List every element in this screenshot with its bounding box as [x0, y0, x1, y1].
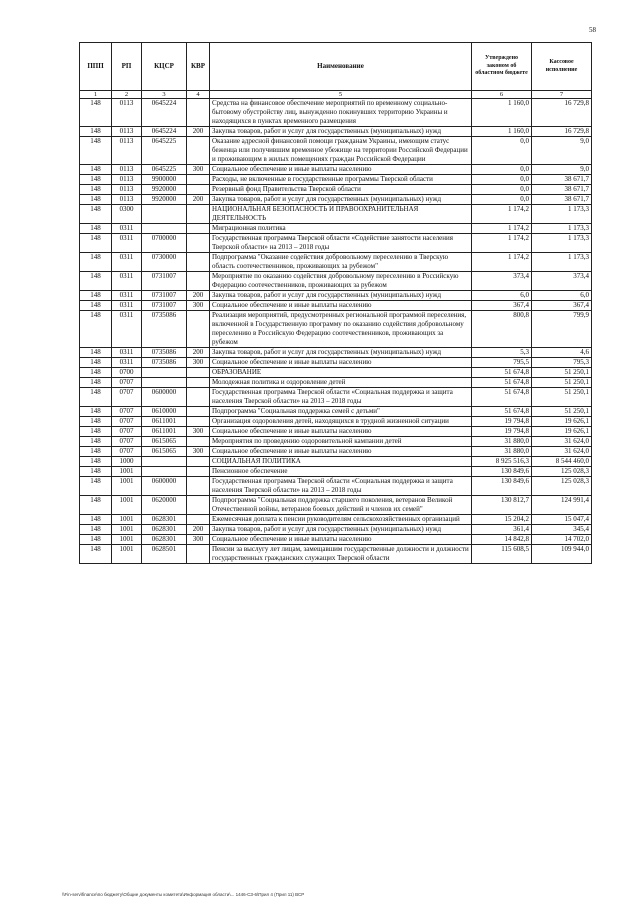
- cell-name: Расходы, не включенные в государственные программы Тверской области: [210, 175, 472, 185]
- cell-kcsr: 0735086: [142, 358, 187, 368]
- cell-approved: 800,8: [472, 311, 532, 348]
- cell-ppp: 148: [80, 272, 112, 291]
- cell-name: Миграционная политика: [210, 224, 472, 234]
- cell-approved: 0,0: [472, 185, 532, 195]
- cell-ppp: 148: [80, 388, 112, 407]
- cell-name: Социальное обеспечение и иные выплаты населению: [210, 358, 472, 368]
- table-row: [80, 205, 592, 224]
- cell-approved: 130 849,6: [472, 467, 532, 477]
- cell-ppp: 148: [80, 165, 112, 175]
- cell-kvr: [187, 457, 210, 467]
- cell-kvr: [187, 272, 210, 291]
- cell-ppp: 148: [80, 127, 112, 137]
- cell-rp: 0311: [112, 311, 142, 348]
- cell-ppp: 148: [80, 137, 112, 165]
- cell-cash: 38 671,7: [532, 175, 592, 185]
- table-row: [80, 348, 592, 358]
- cell-ppp: 148: [80, 311, 112, 348]
- header-row: [80, 43, 592, 91]
- cell-approved: 0,0: [472, 195, 532, 205]
- cell-ppp: 148: [80, 291, 112, 301]
- cell-approved: 15 204,2: [472, 515, 532, 525]
- cell-cash: 345,4: [532, 525, 592, 535]
- cell-rp: 0113: [112, 175, 142, 185]
- table-row: [80, 291, 592, 301]
- cell-name: Мероприятия по проведению оздоровительной кампании детей: [210, 437, 472, 447]
- cell-cash: 125 028,3: [532, 467, 592, 477]
- table-row: [80, 417, 592, 427]
- cell-ppp: 148: [80, 417, 112, 427]
- cell-approved: 31 880,0: [472, 437, 532, 447]
- header-rp: РП: [112, 43, 142, 91]
- cell-kvr: [187, 467, 210, 477]
- table-row: [80, 368, 592, 378]
- cell-rp: 0707: [112, 378, 142, 388]
- cell-cash: 8 544 460,0: [532, 457, 592, 467]
- cell-kvr: [187, 545, 210, 564]
- cell-ppp: 148: [80, 175, 112, 185]
- cell-cash: 31 624,0: [532, 437, 592, 447]
- table-row: [80, 407, 592, 417]
- table-row: [80, 496, 592, 515]
- table-row: [80, 427, 592, 437]
- cell-cash: 1 173,3: [532, 234, 592, 253]
- table-row: [80, 525, 592, 535]
- cell-cash: 38 671,7: [532, 185, 592, 195]
- cell-kvr: 200: [187, 291, 210, 301]
- cell-name: Мероприятие по оказанию содействия добровольному переселению в Российскую Федерацию соотечественников, проживающих за рубежом: [210, 272, 472, 291]
- cell-approved: 1 174,2: [472, 234, 532, 253]
- table-row: [80, 165, 592, 175]
- cell-cash: 16 729,8: [532, 127, 592, 137]
- cell-kvr: 300: [187, 427, 210, 437]
- cell-kcsr: 0611001: [142, 427, 187, 437]
- cell-cash: 124 991,4: [532, 496, 592, 515]
- cell-cash: 15 047,4: [532, 515, 592, 525]
- cell-name: Резервный фонд Правительства Тверской области: [210, 185, 472, 195]
- cell-name: Закупка товаров, работ и услуг для государственных (муниципальных) нужд: [210, 127, 472, 137]
- column-number: 5: [210, 91, 472, 99]
- cell-kcsr: 0620000: [142, 496, 187, 515]
- cell-rp: 1001: [112, 477, 142, 496]
- cell-kvr: 300: [187, 447, 210, 457]
- cell-cash: 6,0: [532, 291, 592, 301]
- cell-ppp: 148: [80, 378, 112, 388]
- cell-approved: 0,0: [472, 175, 532, 185]
- cell-approved: 19 794,8: [472, 427, 532, 437]
- cell-kcsr: 0645224: [142, 127, 187, 137]
- cell-kcsr: [142, 368, 187, 378]
- cell-approved: 361,4: [472, 525, 532, 535]
- cell-kcsr: 0731007: [142, 272, 187, 291]
- cell-approved: 795,5: [472, 358, 532, 368]
- cell-name: Закупка товаров, работ и услуг для государственных (муниципальных) нужд: [210, 348, 472, 358]
- cell-name: Подпрограмма "Социальная поддержка семей с детьми": [210, 407, 472, 417]
- column-number: 2: [112, 91, 142, 99]
- header-approved: Утверждено законом об областном бюджете: [472, 43, 532, 91]
- cell-name: Ежемесячная доплата к пенсии руководителям сельскохозяйственных организаций: [210, 515, 472, 525]
- cell-kvr: [187, 185, 210, 195]
- cell-kcsr: 0731007: [142, 291, 187, 301]
- table-row: [80, 301, 592, 311]
- cell-name: Государственная программа Тверской области «Социальная поддержка и защита населения Тверской области» на 2013 – 2018 годы: [210, 388, 472, 407]
- cell-name: Социальное обеспечение и иные выплаты населению: [210, 301, 472, 311]
- cell-cash: 109 944,0: [532, 545, 592, 564]
- cell-cash: 51 250,1: [532, 407, 592, 417]
- cell-kcsr: 9920000: [142, 195, 187, 205]
- cell-name: Закупка товаров, работ и услуг для государственных (муниципальных) нужд: [210, 291, 472, 301]
- cell-approved: 0,0: [472, 137, 532, 165]
- cell-cash: 16 729,8: [532, 99, 592, 127]
- cell-approved: 1 174,2: [472, 253, 532, 272]
- cell-rp: 0707: [112, 407, 142, 417]
- cell-kvr: [187, 378, 210, 388]
- cell-rp: 1001: [112, 545, 142, 564]
- cell-kcsr: 0610000: [142, 407, 187, 417]
- cell-rp: 0311: [112, 234, 142, 253]
- cell-kcsr: 0615065: [142, 437, 187, 447]
- cell-ppp: 148: [80, 205, 112, 224]
- cell-approved: 51 674,8: [472, 388, 532, 407]
- column-number: 6: [472, 91, 532, 99]
- cell-kvr: [187, 234, 210, 253]
- table-row: [80, 545, 592, 564]
- cell-rp: 0113: [112, 195, 142, 205]
- table-row: [80, 137, 592, 165]
- cell-name: СОЦИАЛЬНАЯ ПОЛИТИКА: [210, 457, 472, 467]
- cell-kvr: [187, 407, 210, 417]
- table-row: [80, 185, 592, 195]
- cell-name: Социальное обеспечение и иные выплаты населению: [210, 535, 472, 545]
- cell-kvr: 200: [187, 127, 210, 137]
- cell-rp: 0311: [112, 358, 142, 368]
- cell-ppp: 148: [80, 496, 112, 515]
- cell-approved: 19 794,8: [472, 417, 532, 427]
- cell-approved: 367,4: [472, 301, 532, 311]
- cell-kcsr: 0730000: [142, 253, 187, 272]
- cell-approved: 5,3: [472, 348, 532, 358]
- cell-rp: 0113: [112, 99, 142, 127]
- header-ppp: ППП: [80, 43, 112, 91]
- cell-cash: 14 702,0: [532, 535, 592, 545]
- cell-rp: 1001: [112, 515, 142, 525]
- table-row: [80, 378, 592, 388]
- cell-approved: 373,4: [472, 272, 532, 291]
- cell-approved: 1 174,2: [472, 224, 532, 234]
- cell-cash: 51 250,1: [532, 378, 592, 388]
- cell-kcsr: 0628301: [142, 525, 187, 535]
- cell-approved: 130 849,6: [472, 477, 532, 496]
- cell-cash: 1 173,3: [532, 205, 592, 224]
- cell-kvr: [187, 205, 210, 224]
- table-row: [80, 253, 592, 272]
- cell-rp: 1001: [112, 467, 142, 477]
- cell-cash: 125 028,3: [532, 477, 592, 496]
- cell-kvr: [187, 477, 210, 496]
- cell-kcsr: 0611001: [142, 417, 187, 427]
- cell-ppp: 148: [80, 358, 112, 368]
- cell-rp: 0707: [112, 388, 142, 407]
- cell-approved: 0,0: [472, 165, 532, 175]
- table-row: [80, 535, 592, 545]
- cell-ppp: 148: [80, 525, 112, 535]
- cell-cash: 1 173,3: [532, 253, 592, 272]
- cell-cash: 1 173,3: [532, 224, 592, 234]
- cell-name: Подпрограмма "Оказание содействия добровольному переселению в Тверскую область соотечественников, проживающих за рубежом": [210, 253, 472, 272]
- cell-kvr: [187, 137, 210, 165]
- cell-name: Закупка товаров, работ и услуг для государственных (муниципальных) нужд: [210, 195, 472, 205]
- header-kcsr: КЦСР: [142, 43, 187, 91]
- cell-rp: 0707: [112, 427, 142, 437]
- cell-kcsr: 9900000: [142, 175, 187, 185]
- cell-cash: 19 626,1: [532, 417, 592, 427]
- cell-name: Государственная программа Тверской области «Содействие занятости населения Тверской области» на 2013 – 2018 годы: [210, 234, 472, 253]
- column-number: 4: [187, 91, 210, 99]
- cell-cash: 373,4: [532, 272, 592, 291]
- cell-kcsr: 0645224: [142, 99, 187, 127]
- cell-approved: 1 174,2: [472, 205, 532, 224]
- cell-rp: 0113: [112, 137, 142, 165]
- cell-rp: 0311: [112, 291, 142, 301]
- table-row: [80, 457, 592, 467]
- cell-name: Пенсионное обеспечение: [210, 467, 472, 477]
- table-row: [80, 99, 592, 127]
- cell-name: Организация оздоровления детей, находящихся в трудной жизненной ситуации: [210, 417, 472, 427]
- cell-name: ОБРАЗОВАНИЕ: [210, 368, 472, 378]
- cell-ppp: 148: [80, 234, 112, 253]
- cell-approved: 51 674,8: [472, 378, 532, 388]
- cell-name: Социальное обеспечение и иные выплаты населению: [210, 447, 472, 457]
- cell-ppp: 148: [80, 535, 112, 545]
- table-row: [80, 447, 592, 457]
- cell-kcsr: 0628301: [142, 515, 187, 525]
- cell-rp: 0113: [112, 127, 142, 137]
- cell-name: Подпрограмма "Социальная поддержка старшего поколения, ветеранов Великой Отечественной войны, ветеранов боевых действий и членов их семей": [210, 496, 472, 515]
- cell-ppp: 148: [80, 437, 112, 447]
- cell-ppp: 148: [80, 447, 112, 457]
- cell-name: НАЦИОНАЛЬНАЯ БЕЗОПАСНОСТЬ И ПРАВООХРАНИТЕЛЬНАЯ ДЕЯТЕЛЬНОСТЬ: [210, 205, 472, 224]
- cell-kcsr: 0600000: [142, 477, 187, 496]
- table-row: [80, 311, 592, 348]
- cell-ppp: 148: [80, 477, 112, 496]
- table-row: [80, 358, 592, 368]
- cell-rp: 1001: [112, 525, 142, 535]
- cell-ppp: 148: [80, 545, 112, 564]
- cell-name: Социальное обеспечение и иные выплаты населению: [210, 165, 472, 175]
- column-number-row: [80, 91, 592, 99]
- cell-approved: 130 812,7: [472, 496, 532, 515]
- column-number: 3: [142, 91, 187, 99]
- cell-cash: 4,6: [532, 348, 592, 358]
- cell-kcsr: [142, 224, 187, 234]
- cell-rp: 0311: [112, 224, 142, 234]
- table-row: [80, 195, 592, 205]
- cell-approved: 1 160,0: [472, 99, 532, 127]
- table-row: [80, 388, 592, 407]
- cell-ppp: 148: [80, 348, 112, 358]
- cell-approved: 8 925 516,3: [472, 457, 532, 467]
- cell-name: Государственная программа Тверской области «Социальная поддержка и защита населения Тверской области» на 2013 – 2018 годы: [210, 477, 472, 496]
- cell-ppp: 148: [80, 185, 112, 195]
- cell-kcsr: [142, 205, 187, 224]
- column-number: 7: [532, 91, 592, 99]
- cell-approved: 1 160,0: [472, 127, 532, 137]
- cell-ppp: 148: [80, 515, 112, 525]
- cell-cash: 799,9: [532, 311, 592, 348]
- cell-rp: 1001: [112, 535, 142, 545]
- cell-rp: 0300: [112, 205, 142, 224]
- cell-kvr: 200: [187, 525, 210, 535]
- cell-rp: 0707: [112, 417, 142, 427]
- cell-kvr: 200: [187, 348, 210, 358]
- cell-kcsr: 0615065: [142, 447, 187, 457]
- cell-rp: 1000: [112, 457, 142, 467]
- cell-name: Пенсии за выслугу лет лицам, замещавшим государственные должности и должности государственных гражданских служащих Тверской области: [210, 545, 472, 564]
- cell-kvr: 300: [187, 358, 210, 368]
- cell-kcsr: 0645225: [142, 165, 187, 175]
- cell-ppp: 148: [80, 224, 112, 234]
- cell-kvr: [187, 99, 210, 127]
- cell-ppp: 148: [80, 195, 112, 205]
- cell-kcsr: 9920000: [142, 185, 187, 195]
- cell-kvr: 200: [187, 195, 210, 205]
- cell-approved: 31 880,0: [472, 447, 532, 457]
- cell-ppp: 148: [80, 99, 112, 127]
- cell-rp: 0311: [112, 272, 142, 291]
- cell-name: Молодежная политика и оздоровление детей: [210, 378, 472, 388]
- cell-cash: 38 671,7: [532, 195, 592, 205]
- cell-rp: 0311: [112, 348, 142, 358]
- table-row: [80, 224, 592, 234]
- cell-ppp: 148: [80, 368, 112, 378]
- cell-ppp: 148: [80, 253, 112, 272]
- cell-kvr: [187, 515, 210, 525]
- cell-kcsr: 0628301: [142, 535, 187, 545]
- cell-approved: 115 608,5: [472, 545, 532, 564]
- table-row: [80, 272, 592, 291]
- cell-rp: 0311: [112, 253, 142, 272]
- table-row: [80, 234, 592, 253]
- cell-cash: 9,0: [532, 165, 592, 175]
- cell-cash: 367,4: [532, 301, 592, 311]
- cell-kvr: [187, 311, 210, 348]
- cell-name: Социальное обеспечение и иные выплаты населению: [210, 427, 472, 437]
- page-number: 58: [589, 26, 596, 34]
- cell-kvr: [187, 388, 210, 407]
- cell-cash: 31 624,0: [532, 447, 592, 457]
- cell-kvr: [187, 175, 210, 185]
- budget-table: [79, 42, 592, 564]
- table-row: [80, 175, 592, 185]
- cell-rp: 0707: [112, 447, 142, 457]
- header-cash: Кассовое исполнение: [532, 43, 592, 91]
- cell-kcsr: 0628501: [142, 545, 187, 564]
- cell-kvr: [187, 417, 210, 427]
- cell-name: Оказание адресной финансовой помощи гражданам Украины, имеющим статус беженца или получившим временное убежище на территории Российской Федерации и проживающим в жилых помещениях граждан Российской Федерации: [210, 137, 472, 165]
- cell-kcsr: 0735086: [142, 311, 187, 348]
- cell-cash: 19 626,1: [532, 427, 592, 437]
- cell-cash: 9,0: [532, 137, 592, 165]
- cell-ppp: 148: [80, 407, 112, 417]
- cell-cash: 795,3: [532, 358, 592, 368]
- cell-kvr: [187, 253, 210, 272]
- cell-kvr: [187, 368, 210, 378]
- cell-rp: 0700: [112, 368, 142, 378]
- cell-cash: 51 250,1: [532, 368, 592, 378]
- cell-kcsr: 0731007: [142, 301, 187, 311]
- cell-kvr: [187, 224, 210, 234]
- cell-kcsr: [142, 457, 187, 467]
- cell-name: Реализация мероприятий, предусмотренных региональной программой переселения, включенной в Государственную программу по оказанию содействия добровольному переселению в Российскую Федерацию соотечественников, проживающих за рубежом: [210, 311, 472, 348]
- table-row: [80, 477, 592, 496]
- cell-approved: 6,0: [472, 291, 532, 301]
- cell-kvr: 300: [187, 535, 210, 545]
- cell-kcsr: 0735086: [142, 348, 187, 358]
- cell-name: Закупка товаров, работ и услуг для государственных (муниципальных) нужд: [210, 525, 472, 535]
- cell-ppp: 148: [80, 427, 112, 437]
- table-row: [80, 437, 592, 447]
- cell-kvr: 300: [187, 301, 210, 311]
- cell-rp: 1001: [112, 496, 142, 515]
- table-row: [80, 127, 592, 137]
- header-name: Наименование: [210, 43, 472, 91]
- cell-approved: 51 674,8: [472, 368, 532, 378]
- cell-kvr: [187, 437, 210, 447]
- header-kvr: КВР: [187, 43, 210, 91]
- cell-ppp: 148: [80, 457, 112, 467]
- cell-ppp: 148: [80, 467, 112, 477]
- cell-rp: 0113: [112, 185, 142, 195]
- column-number: 1: [80, 91, 112, 99]
- cell-cash: 51 250,1: [532, 388, 592, 407]
- cell-kvr: [187, 496, 210, 515]
- cell-approved: 14 842,8: [472, 535, 532, 545]
- cell-rp: 0311: [112, 301, 142, 311]
- cell-ppp: 148: [80, 301, 112, 311]
- table-row: [80, 515, 592, 525]
- cell-kcsr: [142, 378, 187, 388]
- cell-rp: 0707: [112, 437, 142, 447]
- cell-approved: 51 674,8: [472, 407, 532, 417]
- cell-rp: 0113: [112, 165, 142, 175]
- table-row: [80, 467, 592, 477]
- cell-kcsr: 0645225: [142, 137, 187, 165]
- cell-kcsr: [142, 467, 187, 477]
- cell-name: Средства на финансовое обеспечение мероприятий по временному социально-бытовому обустройству лиц, вынужденно покинувших территорию Украины и находящихся в пунктах временного размещения: [210, 99, 472, 127]
- cell-kvr: 300: [187, 165, 210, 175]
- cell-kcsr: 0700000: [142, 234, 187, 253]
- cell-kcsr: 0600000: [142, 388, 187, 407]
- file-path-footer: \\Fin-serv\finance\по бюджету\Общие документы комитета\Информация области\... 1446-СЗ-6\Прил 4 (Прил 11) ВСР: [62, 892, 305, 897]
